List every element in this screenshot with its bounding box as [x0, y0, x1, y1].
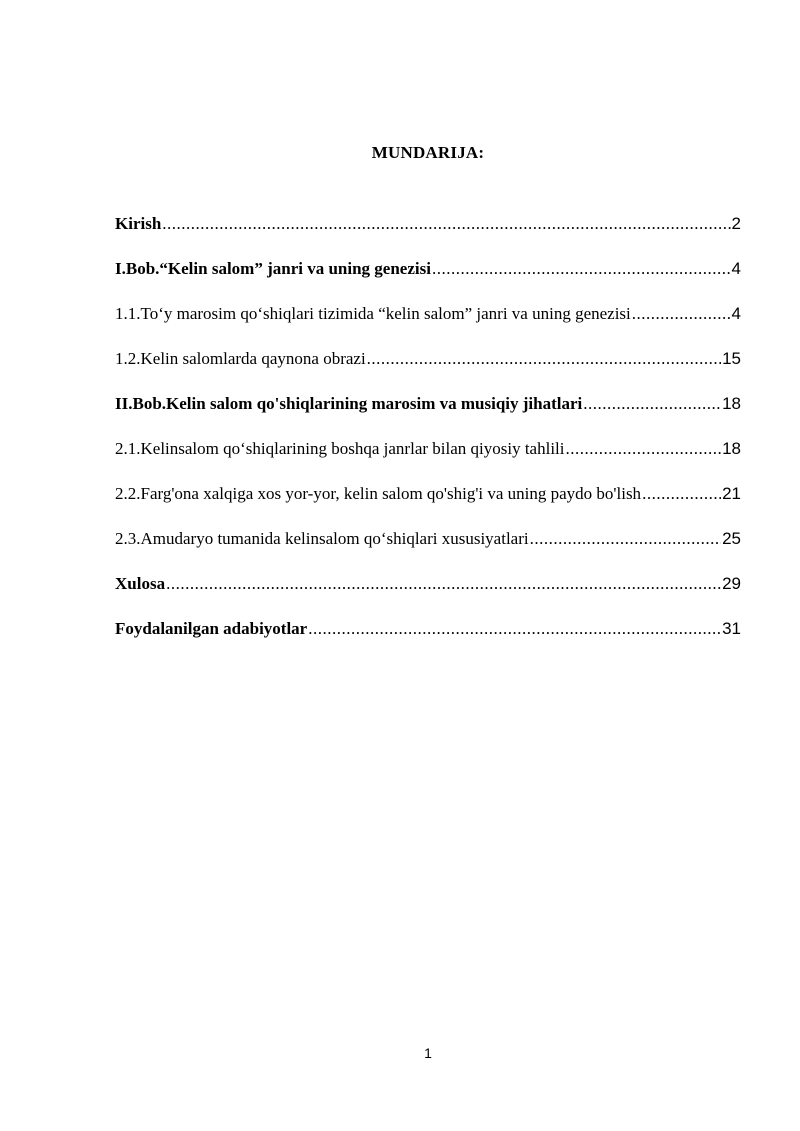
toc-dot-leader: [566, 437, 722, 461]
toc-entry-kirish[interactable]: [115, 212, 741, 257]
toc-entry-section-1-1[interactable]: [115, 302, 741, 347]
toc-dot-leader: [530, 527, 721, 551]
toc-entry-label: Kirish: [115, 214, 162, 233]
toc-entry-page: 4: [731, 259, 741, 278]
toc-entry-label: Foydalanilgan adabiyotlar: [115, 619, 308, 638]
toc-entry-label: 1.2.Kelin salomlarda qaynona obrazi: [115, 349, 366, 368]
toc-entry-page: 15: [722, 349, 741, 368]
toc-entry-label: 2.1.Kelinsalom qo‘shiqlarining boshqa janrlar bilan qiyosiy tahlili: [115, 439, 565, 458]
toc-entry-page: 4: [731, 304, 741, 323]
toc-dot-leader: [308, 617, 721, 641]
toc-entry-label: I.Bob.“Kelin salom” janri va uning genezisi: [115, 259, 431, 278]
table-of-contents: [115, 212, 741, 662]
toc-entry-page: 2: [731, 214, 741, 233]
toc-entry-label: 2.3.Amudaryo tumanida kelinsalom qo‘shiqlari xususiyatlari: [115, 529, 529, 548]
toc-entry-page: 18: [722, 394, 741, 413]
toc-dot-leader: [632, 302, 731, 326]
toc-entry-section-2-1[interactable]: [115, 437, 741, 482]
toc-entry-page: 31: [722, 619, 741, 638]
toc-dot-leader: [642, 482, 721, 506]
page-number: 1: [424, 1045, 432, 1061]
toc-entry-page: 21: [722, 484, 741, 503]
toc-entry-xulosa[interactable]: [115, 572, 741, 617]
toc-entry-page: 29: [722, 574, 741, 593]
toc-dot-leader: [583, 392, 721, 416]
toc-entry-chapter-2[interactable]: [115, 392, 741, 437]
toc-entry-section-2-3[interactable]: [115, 527, 741, 572]
toc-entry-page: 25: [722, 529, 741, 548]
toc-entry-label: 2.2.Farg'ona xalqiga xos yor-yor, kelin salom qo'shig'i va uning paydo bo'lish: [115, 484, 642, 503]
toc-dot-leader: [166, 572, 721, 596]
toc-entry-label: 1.1.To‘y marosim qo‘shiqlari tizimida “kelin salom” janri va uning genezisi: [115, 304, 631, 323]
toc-entry-label: II.Bob.Kelin salom qo'shiqlarining marosim va musiqiy jihatlari: [115, 394, 583, 413]
toc-entry-section-1-2[interactable]: [115, 347, 741, 392]
toc-dot-leader: [367, 347, 721, 371]
toc-entry-page: 18: [722, 439, 741, 458]
toc-entry-bibliography[interactable]: [115, 617, 741, 662]
toc-entry-label: Xulosa: [115, 574, 166, 593]
toc-entry-section-2-2[interactable]: [115, 482, 741, 527]
toc-title: MUNDARIJA:: [371, 143, 485, 162]
toc-dot-leader: [432, 257, 731, 281]
toc-dot-leader: [162, 212, 730, 236]
toc-entry-chapter-1[interactable]: [115, 257, 741, 302]
